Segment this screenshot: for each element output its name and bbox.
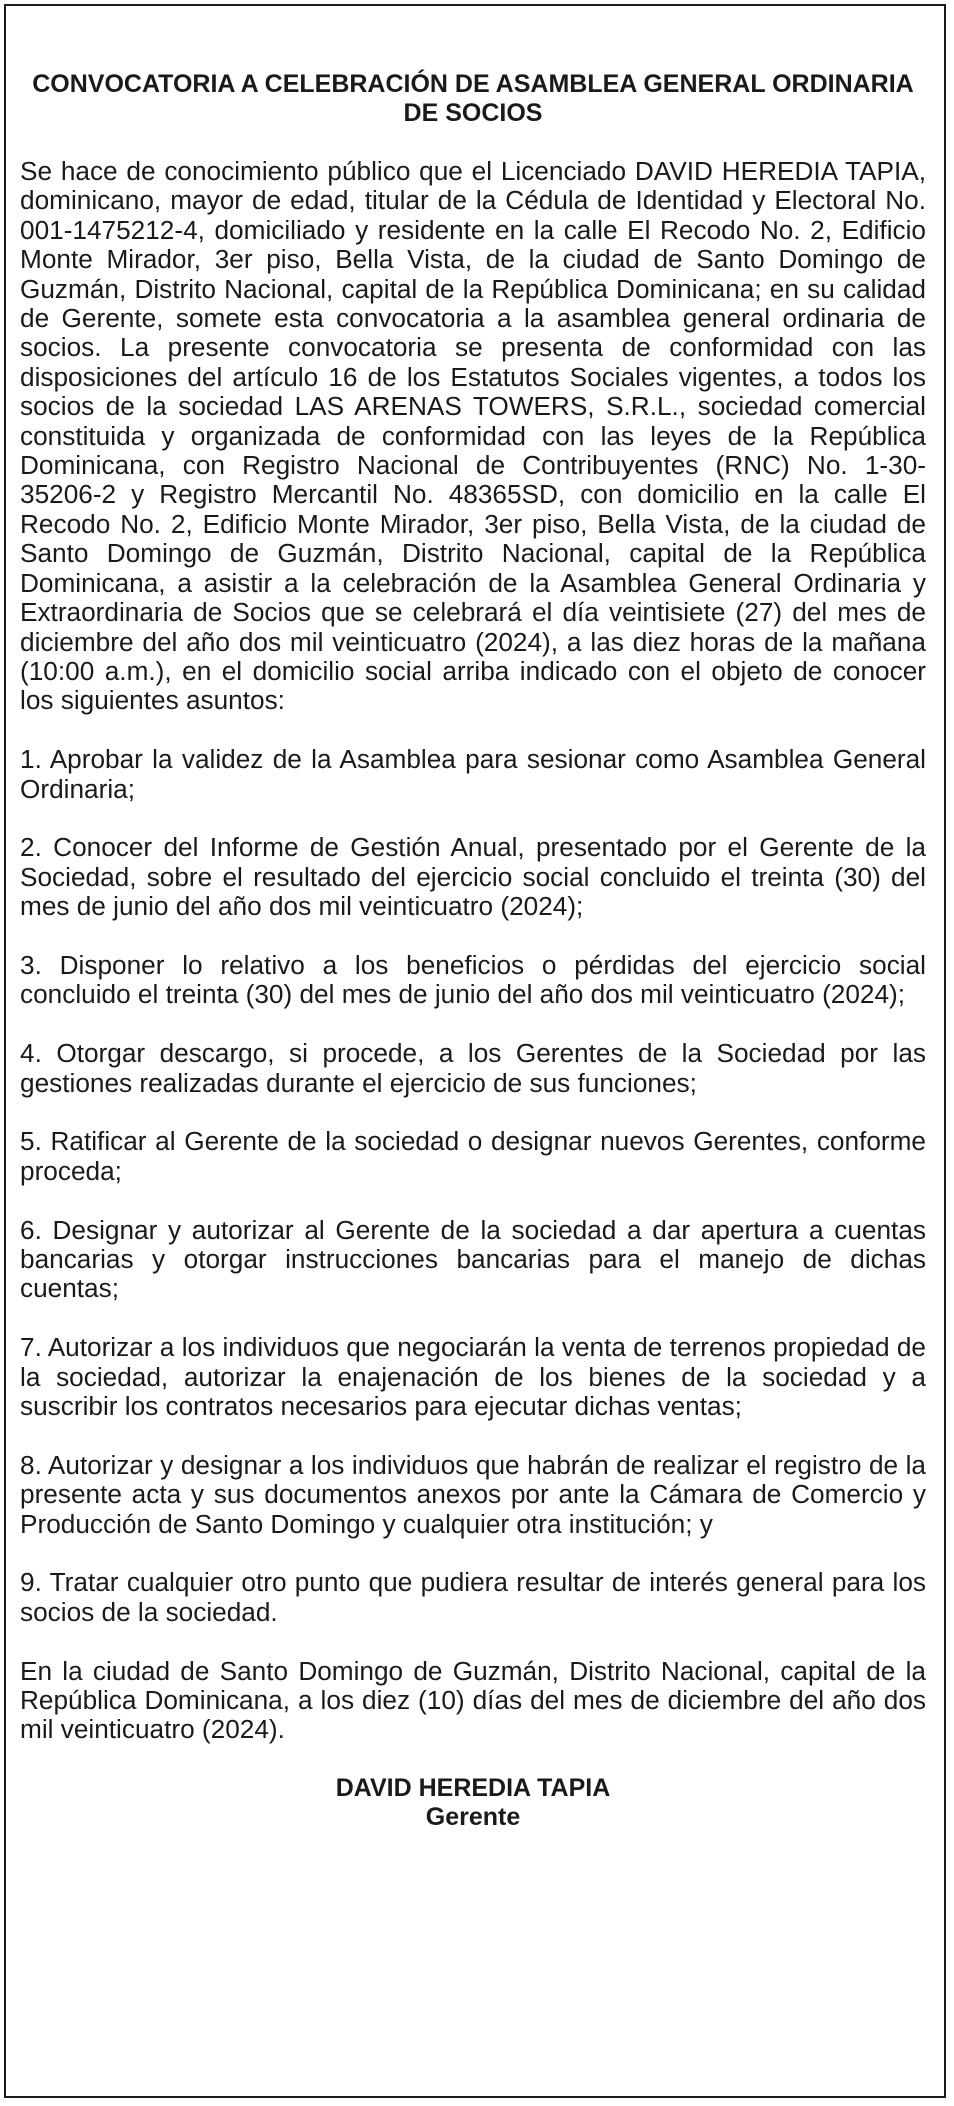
notice-content — [20, 70, 926, 1832]
intro-paragraph: Se hace de conocimiento público que el Licenciado DAVID HEREDIA TAPIA, dominicano, mayor de edad, titular de la Cédula de Identidad y Electoral No. 001-1475212-4, domiciliado y residente en la calle El Recodo No. 2, Edificio Monte Mirador, 3er piso, Bella Vista, de la ciudad de Santo Domingo de Guzmán, Distrito Nacional, capital de la República Dominicana; en su calidad de Gerente, somete esta convocatoria a la asamblea general ordinaria de socios. La presente convocatoria se presenta de conformidad con las disposiciones del artículo 16 de los Estatutos Sociales vigentes, a todos los socios de la sociedad LAS ARENAS TOWERS, S.R.L., sociedad comercial constituida y organizada de conformidad con las leyes de la República Dominicana, con Registro Nacional de Contribuyentes (RNC) No. 1-30-35206-2 y Registro Mercantil No. 48365SD, con domicilio en la calle El Recodo No. 2, Edificio Monte Mirador, 3er piso, Bella Vista, de la ciudad de Santo Domingo de Guzmán, Distrito Nacional, capital de la República Dominicana, a asistir a la celebración de la Asamblea General Ordinaria y Extraordinaria de Socios que se celebrará el día veintisiete (27) del mes de diciembre del año dos mil veinticuatro (2024), a las diez horas de la mañana (10:00 a.m.), en el domicilio social arriba indicado con el objeto de conocer los siguientes asuntos: — [20, 156, 926, 716]
signatory-name: DAVID HEREDIA TAPIA — [335, 1774, 611, 1803]
agenda-item-8: 8. Autorizar y designar a los individuos que habrán de realizar el registro de la presente acta y sus documentos anexos por ante la Cámara de Comercio y Producción de Santo Domingo y cualquier otra institución; y — [20, 1449, 926, 1539]
agenda-item-4: 4. Otorgar descargo, si procede, a los Gerentes de la Sociedad por las gestiones realizadas durante el ejercicio de sus funciones; — [20, 1038, 926, 1098]
signatory-role: Gerente — [425, 1803, 521, 1832]
agenda-item-5: 5. Ratificar al Gerente de la sociedad o designar nuevos Gerentes, conforme proceda; — [20, 1126, 926, 1186]
agenda-item-9: 9. Tratar cualquier otro punto que pudiera resultar de interés general para los socios de la sociedad. — [20, 1567, 926, 1627]
agenda-item-6: 6. Designar y autorizar al Gerente de la sociedad a dar apertura a cuentas bancarias y otorgar instrucciones bancarias para el manejo de dichas cuentas; — [20, 1214, 926, 1304]
signature-block — [20, 1774, 926, 1832]
agenda-item-7: 7. Autorizar a los individuos que negociarán la venta de terrenos propiedad de la sociedad, autorizar la enajenación de los bienes de la sociedad y a suscribir los contratos necesarios para ejecutar dichas ventas; — [20, 1332, 926, 1421]
agenda-item-2: 2. Conocer del Informe de Gestión Anual, presentado por el Gerente de la Sociedad, sobre el resultado del ejercicio social concluido el treinta (30) del mes de junio del año dos mil veinticuatro (2024); — [20, 832, 926, 922]
agenda-item-3: 3. Disponer lo relativo a los beneficios o pérdidas del ejercicio social concluido el treinta (30) del mes de junio del año dos mil veinticuatro (2024); — [20, 949, 926, 1010]
notice-title: CONVOCATORIA A CELEBRACIÓN DE ASAMBLEA GENERAL ORDINARIA DE SOCIOS — [32, 70, 914, 127]
closing-paragraph: En la ciudad de Santo Domingo de Guzmán, Distrito Nacional, capital de la República Dominicana, a los diez (10) días del mes de diciembre del año dos mil veinticuatro (2024). — [20, 1655, 926, 1745]
agenda-item-1: 1. Aprobar la validez de la Asamblea para sesionar como Asamblea General Ordinaria; — [20, 744, 926, 804]
